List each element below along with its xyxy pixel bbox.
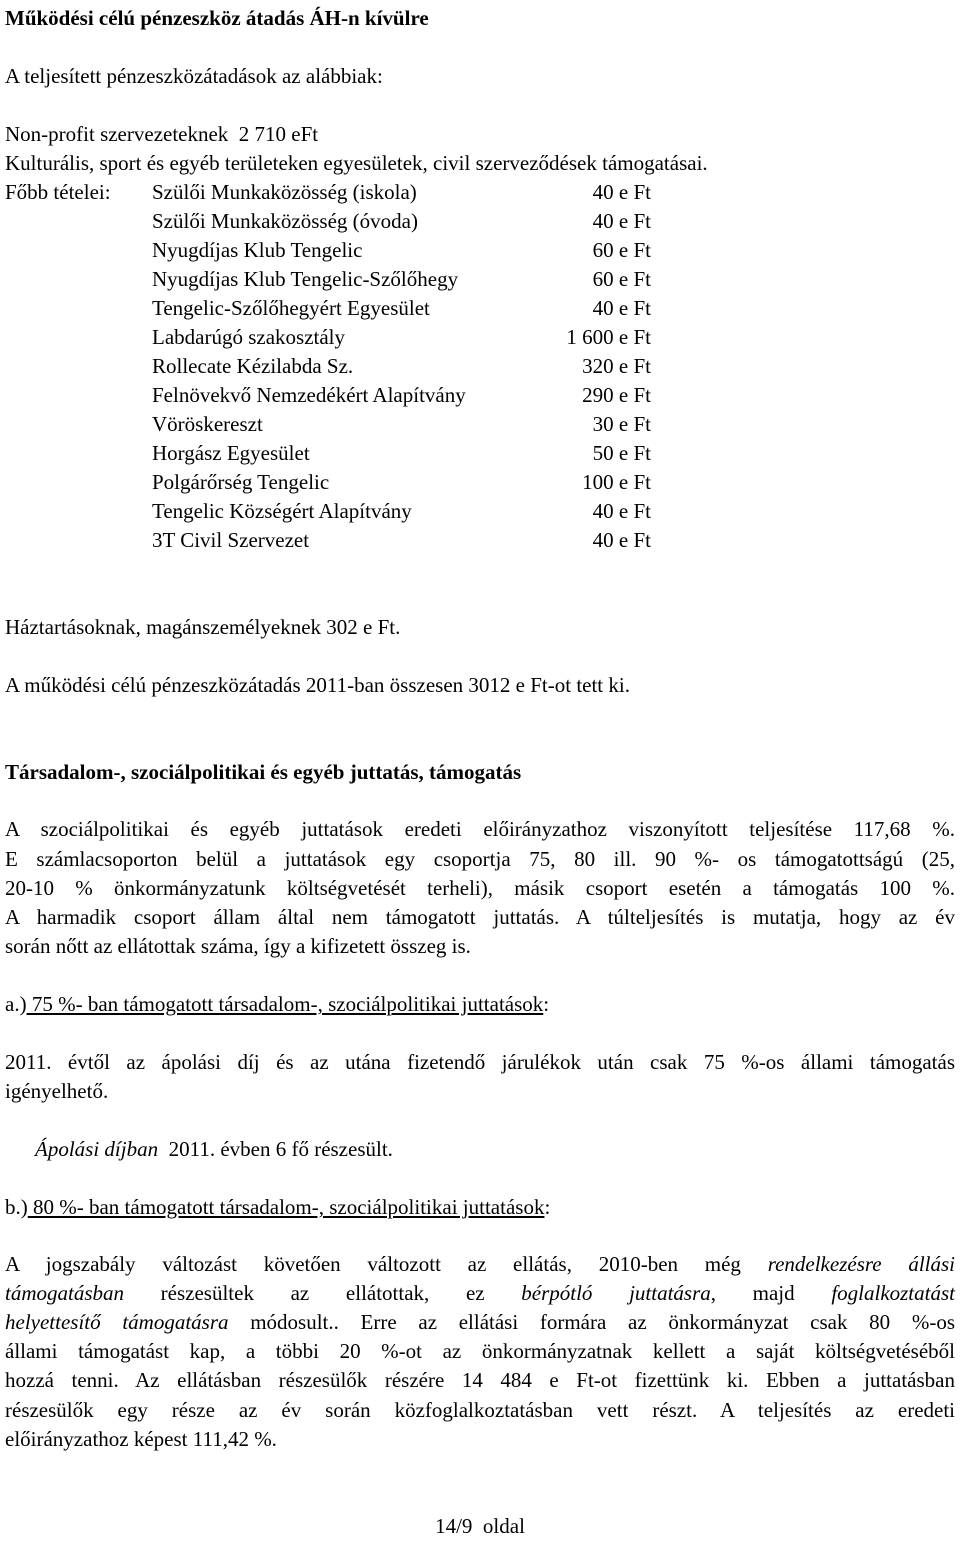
list-item-amount: 100 e Ft xyxy=(582,470,651,494)
list-item-name: Nyugdíjas Klub Tengelic-Szőlőhegy xyxy=(152,267,459,291)
list-item-amount: 40 e Ft xyxy=(592,528,651,552)
list-item-amount: 30 e Ft xyxy=(592,412,651,436)
b-text: részesültek az ellátottak, ez xyxy=(160,1281,485,1305)
list-item-name: Rollecate Kézilabda Sz. xyxy=(152,354,354,378)
list-item-name: Labdarúgó szakosztály xyxy=(152,325,346,349)
list-item-name: Vöröskereszt xyxy=(152,412,263,436)
subheading-a xyxy=(5,990,549,1019)
subheading-b-text: 80 %- ban támogatott társadalom-, szociálpolitikai juttatások xyxy=(27,1195,545,1219)
list-item-name: Szülői Munkaközösség (iskola) xyxy=(152,180,417,204)
subheading-b-colon: : xyxy=(544,1195,551,1219)
paragraph-line: A harmadik csoport állam által nem támogatott juttatás. A túlteljesítés is mutatja, hogy az év xyxy=(5,905,955,929)
b-paragraph-line: állami támogatást kap, a többi 20 %-ot az önkormányzatnak kellett a saját költségvetéséből xyxy=(5,1339,955,1363)
b-text: módosult.. Erre az ellátási formára az önkormányzat csak 80 %-os xyxy=(250,1310,955,1334)
intro-text: A teljesített pénzeszközátadások az alábbiak: xyxy=(5,64,383,88)
total-line: A működési célú pénzeszközátadás 2011-ban összesen 3012 e Ft-ot tett ki. xyxy=(5,673,630,697)
b-paragraph-line xyxy=(5,1279,955,1308)
paragraph-line: 20-10 % önkormányzatunk költségvetését terheli), másik csoport esetén a támogatás 100 %. xyxy=(5,876,955,900)
a-paragraph-line: 2011. évtől az ápolási díj és az utána fizetendő járulékok után csak 75 %-os állami támogatás xyxy=(5,1050,955,1074)
a-paragraph-last: igényelhető. xyxy=(5,1079,109,1103)
care-allowance-label: Ápolási díjban xyxy=(35,1137,159,1161)
list-item-name: 3T Civil Szervezet xyxy=(152,528,310,552)
list-item-amount: 60 e Ft xyxy=(592,267,651,291)
b-paragraph-line xyxy=(5,1308,955,1337)
care-allowance-text: 2011. évben 6 fő részesült. xyxy=(158,1137,393,1161)
b-paragraph-line xyxy=(5,1250,955,1279)
b-italic-term: bérpótló juttatásra xyxy=(521,1281,711,1305)
b-paragraph-line: hozzá tenni. Az ellátásban részesülők részére 14 484 e Ft-ot fizettünk ki. Ebben a juttatásban xyxy=(5,1368,955,1392)
subheading-b xyxy=(5,1193,550,1222)
subheading-a-text: 75 %- ban támogatott társadalom-, szociálpolitikai juttatások xyxy=(26,992,544,1016)
list-item-amount: 40 e Ft xyxy=(592,499,651,523)
section-title-social-benefits: Társadalom-, szociálpolitikai és egyéb juttatás, támogatás xyxy=(5,760,522,784)
page-number: 14/9 oldal xyxy=(435,1514,525,1538)
list-item-name: Nyugdíjas Klub Tengelic xyxy=(152,238,363,262)
b-text: A jogszabály változást követően változott az ellátás, 2010-ben még xyxy=(5,1252,741,1276)
care-allowance-line xyxy=(35,1135,393,1164)
list-item-amount: 40 e Ft xyxy=(592,296,651,320)
list-item-name: Szülői Munkaközösség (óvoda) xyxy=(152,209,418,233)
main-items-label: Főbb tételei: xyxy=(5,180,111,204)
list-item-amount: 40 e Ft xyxy=(592,180,651,204)
list-item-amount: 40 e Ft xyxy=(592,209,651,233)
paragraph-line: A szociálpolitikai és egyéb juttatások eredeti előirányzathoz viszonyított teljesítése 117,68 %. xyxy=(5,817,955,841)
list-item-amount: 290 e Ft xyxy=(582,383,651,407)
b-italic-term: rendelkezésre állási xyxy=(767,1252,956,1276)
households-line: Háztartásoknak, magánszemélyeknek 302 e Ft. xyxy=(5,615,401,639)
list-item-amount: 320 e Ft xyxy=(582,354,651,378)
b-italic-term: támogatásban xyxy=(5,1281,125,1305)
subheading-a-colon: : xyxy=(543,992,550,1016)
list-item-name: Horgász Egyesület xyxy=(152,441,310,465)
section-title-operating-transfers: Működési célú pénzeszköz átadás ÁH-n kívülre xyxy=(5,6,429,30)
subheading-b-prefix: b.) xyxy=(5,1195,28,1219)
list-item-name: Polgárőrség Tengelic xyxy=(152,470,330,494)
b-paragraph-line: részesülők egy része az év során közfoglalkoztatásban vett részt. A teljesítés az eredeti xyxy=(5,1398,955,1422)
b-paragraph-last: előirányzathoz képest 111,42 %. xyxy=(5,1427,277,1451)
paragraph-line-last: során nőtt az ellátottak száma, így a kifizetett összeg is. xyxy=(5,934,471,958)
list-item-name: Felnövekvő Nemzedékért Alapítvány xyxy=(152,383,466,407)
list-item-amount: 1 600 e Ft xyxy=(566,325,651,349)
list-item-amount: 60 e Ft xyxy=(592,238,651,262)
nonprofit-line: Non-profit szervezeteknek 2 710 eFt xyxy=(5,122,319,146)
list-item-name: Tengelic-Szőlőhegyért Egyesület xyxy=(152,296,430,320)
paragraph-line: E számlacsoporton belül a juttatások egy csoportja 75, 80 ill. 90 %- os támogatottságú (25, xyxy=(5,847,955,871)
b-italic-term: helyettesítő támogatásra xyxy=(5,1310,229,1334)
description-line: Kulturális, sport és egyéb területeken egyesületek, civil szerveződések támogatásai. xyxy=(5,151,708,175)
list-item-name: Tengelic Községért Alapítvány xyxy=(152,499,412,523)
b-text: , majd xyxy=(710,1281,795,1305)
b-italic-term: foglalkoztatást xyxy=(831,1281,955,1305)
subheading-a-prefix: a.) xyxy=(5,992,27,1016)
list-item-amount: 50 e Ft xyxy=(592,441,651,465)
